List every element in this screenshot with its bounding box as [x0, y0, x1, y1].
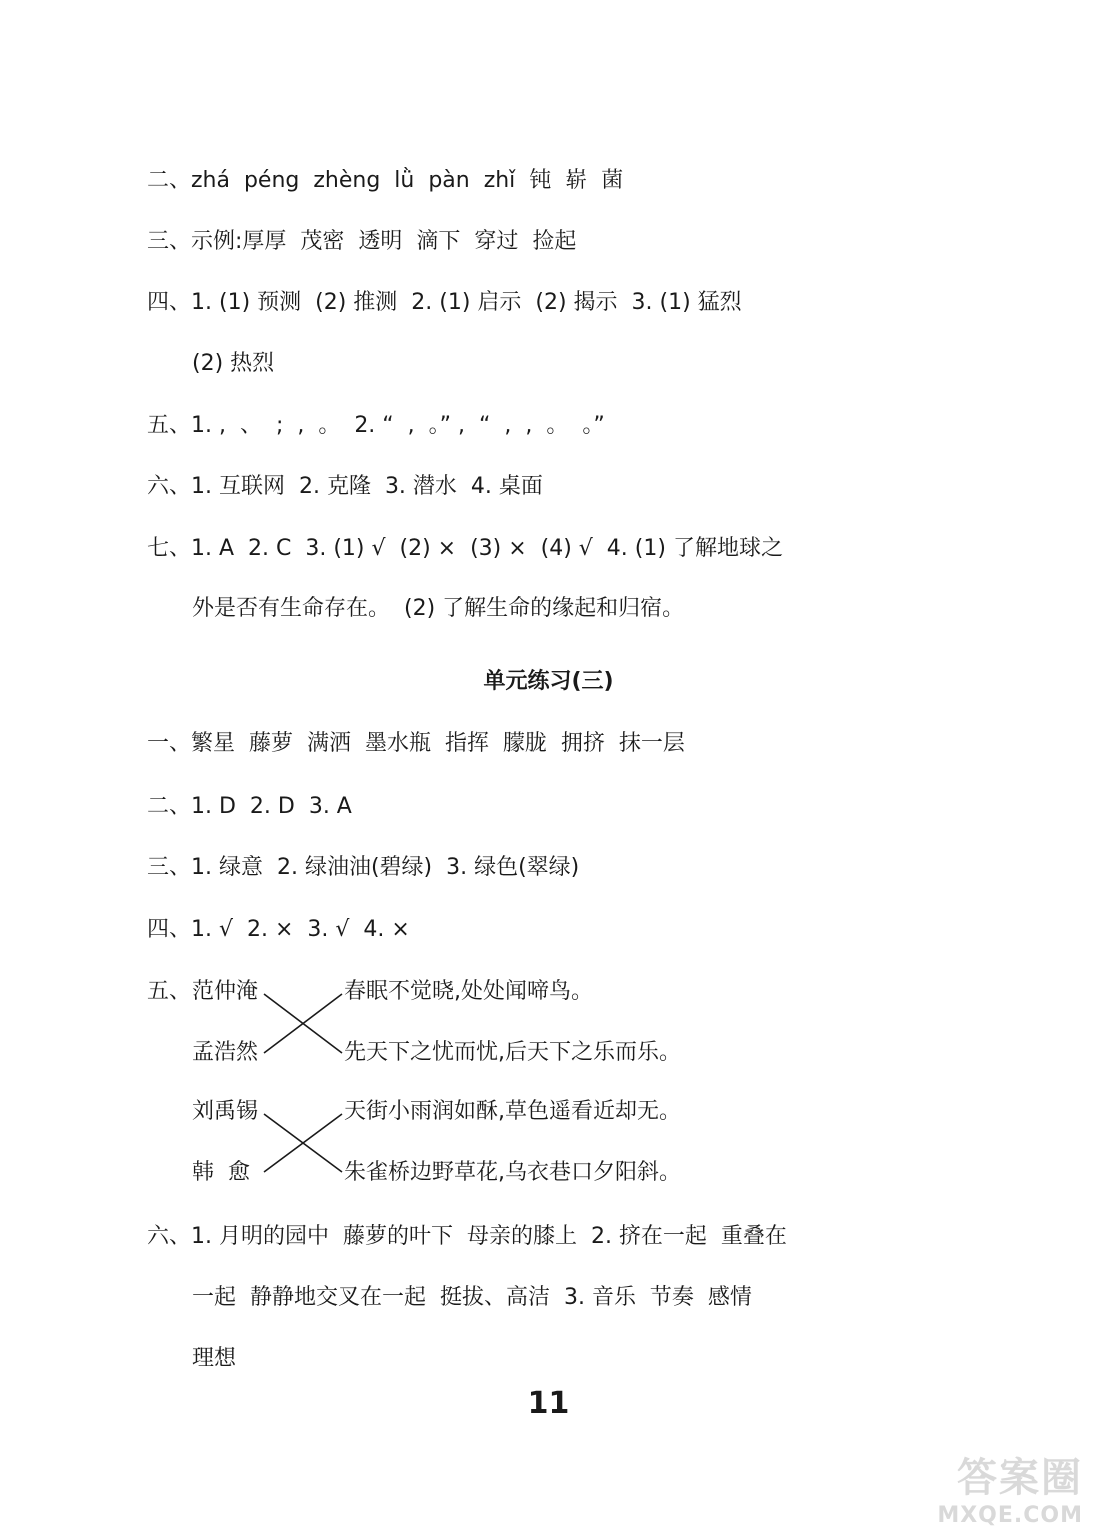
section-title: 单元练习(三) [483, 669, 614, 694]
page-number: 11 [527, 1386, 570, 1421]
matching-poet-2: 孟浩然 [192, 1040, 259, 1065]
matching-poet-3: 刘禹锡 [192, 1099, 259, 1124]
section-line-liu-cont: 一起 静静地交叉在一起 挺拔、高洁 3. 音乐 节奏 感情 [192, 1285, 752, 1310]
answer-line-si-cont: (2) 热烈 [192, 351, 275, 376]
answer-line-san: 三、示例:厚厚 茂密 透明 滴下 穿过 捡起 [147, 229, 577, 254]
answer-line-si: 四、1. (1) 预测 (2) 推测 2. (1) 启示 (2) 揭示 3. (1) 猛烈 [147, 290, 742, 315]
watermark-logo [937, 1446, 1083, 1528]
matching-verse-3: 天街小雨润如酥,草色遥看近却无。 [344, 1099, 681, 1124]
section-line-er: 二、1. D 2. D 3. A [147, 794, 352, 819]
matching-verse-2: 先天下之忧而忧,后天下之乐而乐。 [344, 1040, 681, 1065]
section-line-si: 四、1. √ 2. × 3. √ 4. × [147, 917, 410, 942]
matching-verse-4: 朱雀桥边野草花,乌衣巷口夕阳斜。 [344, 1160, 681, 1185]
section-line-liu: 六、1. 月明的园中 藤萝的叶下 母亲的膝上 2. 挤在一起 重叠在 [147, 1224, 787, 1249]
matching-poet-4: 韩 愈 [192, 1160, 250, 1185]
matching-verse-1: 春眠不觉晓,处处闻啼鸟。 [344, 979, 593, 1004]
section-line-liu-cont2: 理想 [192, 1346, 237, 1371]
watermark-url: MXQE.COM [937, 1503, 1083, 1528]
watermark-text: 答案圈 [957, 1455, 1083, 1501]
answer-line-er: 二、zhá péng zhèng lǜ pàn zhǐ 钝 崭 菌 [147, 168, 624, 193]
answer-line-qi-cont: 外是否有生命存在。 (2) 了解生命的缘起和归宿。 [192, 596, 685, 621]
answer-line-liu: 六、1. 互联网 2. 克隆 3. 潜水 4. 桌面 [147, 474, 543, 499]
section-line-yi: 一、繁星 藤萝 满洒 墨水瓶 指挥 朦胧 拥挤 抹一层 [147, 731, 685, 756]
answer-line-qi: 七、1. A 2. C 3. (1) √ (2) × (3) × (4) √ 4. (1) 了解地球之 [147, 536, 783, 561]
matching-poet-1: 范仲淹 [192, 979, 259, 1004]
section-line-san: 三、1. 绿意 2. 绿油油(碧绿) 3. 绿色(翠绿) [147, 855, 580, 880]
answer-line-wu: 五、1. , 、 ; , 。 2. “ , 。” , “ , , 。 。” [147, 413, 605, 438]
section-line-wu-label: 五、 [147, 979, 192, 1004]
